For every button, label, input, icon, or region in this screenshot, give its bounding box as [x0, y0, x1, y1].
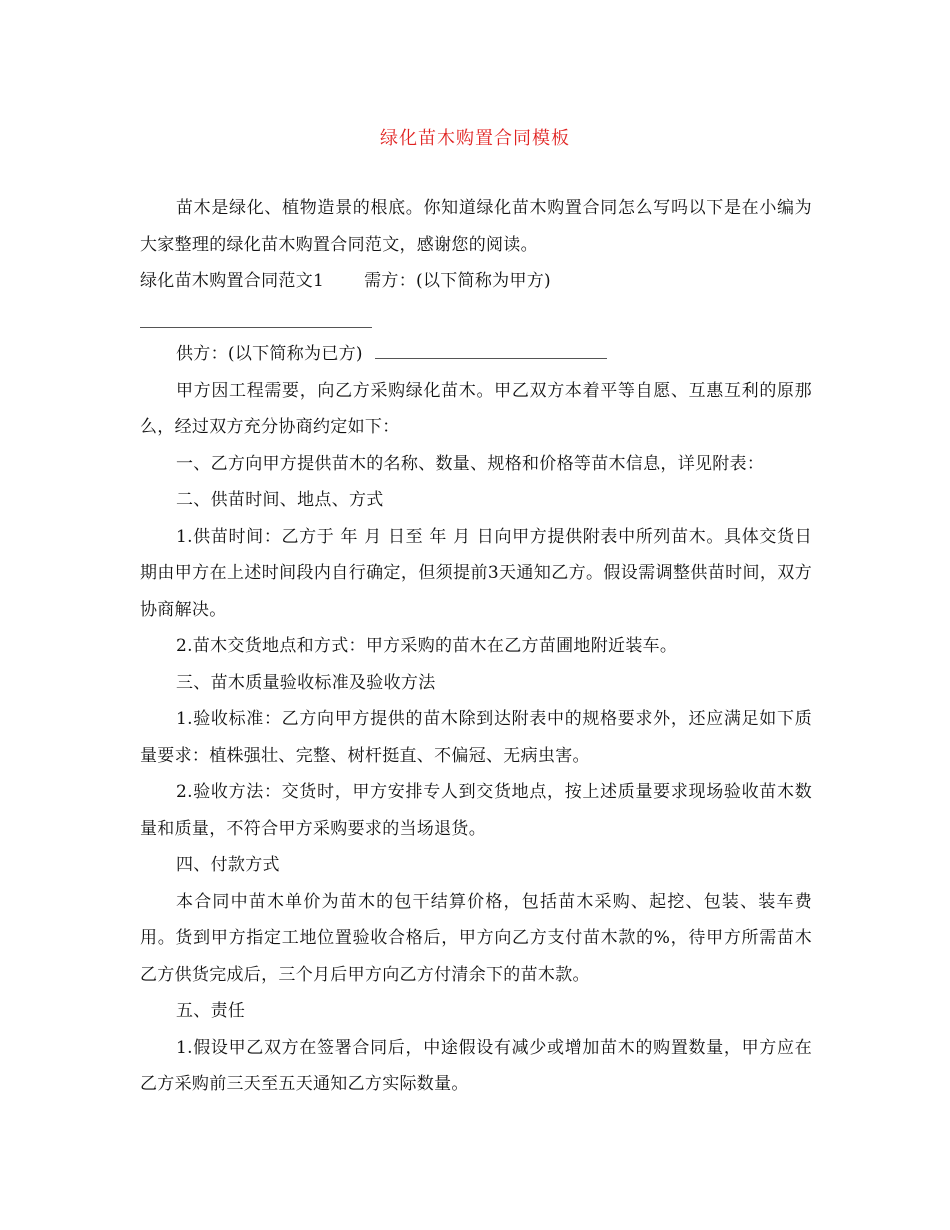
clause-5-1: 1.假设甲乙双方在签署合同后，中途假设有减少或增加苗木的购置数量，甲方应在乙方采购前三天至五天通知乙方实际数量。: [140, 1037, 812, 1094]
clause-3-2: 2.验收方法：交货时，甲方安排专人到交货地点，按上述质量要求现场验收苗木数量和质量，不符合甲方采购要求的当场退货。: [140, 782, 812, 839]
buyer-blank-line: [140, 300, 812, 337]
clause-1: 一、乙方向甲方提供苗木的名称、数量、规格和价格等苗木信息，详见附表：: [176, 453, 765, 474]
supplier-underline: [375, 357, 607, 359]
clause-3-title: 三、苗木质量验收标准及验收方法: [176, 672, 436, 693]
clause-5-title: 五、责任: [176, 1001, 246, 1021]
supplier-line: [140, 336, 812, 373]
intro-paragraph: 苗木是绿化、植物造景的根底。你知道绿化苗木购置合同怎么写吗以下是在小编为大家整理的绿化苗木购置合同范文，感谢您的阅读。: [140, 198, 812, 255]
clause-2-title: 二、供苗时间、地点、方式: [176, 490, 384, 510]
sample-heading: 绿化苗木购置合同范文1: [140, 271, 325, 291]
clause-4-title: 四、付款方式: [176, 855, 280, 875]
clause-2-2: 2.苗木交货地点和方式：甲方采购的苗木在乙方苗圃地附近装车。: [176, 636, 678, 656]
sample-heading-line: [140, 263, 812, 300]
buyer-underline: [140, 326, 372, 328]
buyer-label: 需方：(以下简称为甲方): [364, 271, 551, 291]
supplier-label: 供方：(以下简称为已方): [176, 344, 363, 364]
clause-2-1: 1.供苗时间：乙方于 年 月 日至 年 月 日向甲方提供附表中所列苗木。具体交货日期由甲方在上述时间段内自行确定，但须提前3天通知乙方。假设需调整供苗时间，双方协商解决。: [140, 526, 812, 620]
clause-3-1: 1.验收标准：乙方向甲方提供的苗木除到达附表中的规格要求外，还应满足如下质量要求：植株强壮、完整、树杆挺直、不偏冠、无病虫害。: [140, 709, 812, 766]
document-body: [140, 190, 812, 1103]
clause-4-body: 本合同中苗木单价为苗木的包干结算价格，包括苗木采购、起挖、包装、装车费用。货到甲方指定工地位置验收合格后，甲方向乙方支付苗木款的%，待甲方所需苗木乙方供货完成后，三个月后甲方向乙方付清余下的苗木款。: [140, 891, 812, 985]
purpose-paragraph: 甲方因工程需要，向乙方采购绿化苗木。甲乙双方本着平等自愿、互惠互利的原那么，经过双方充分协商约定如下：: [140, 380, 812, 437]
document-title: 绿化苗木购置合同模板: [380, 128, 570, 149]
